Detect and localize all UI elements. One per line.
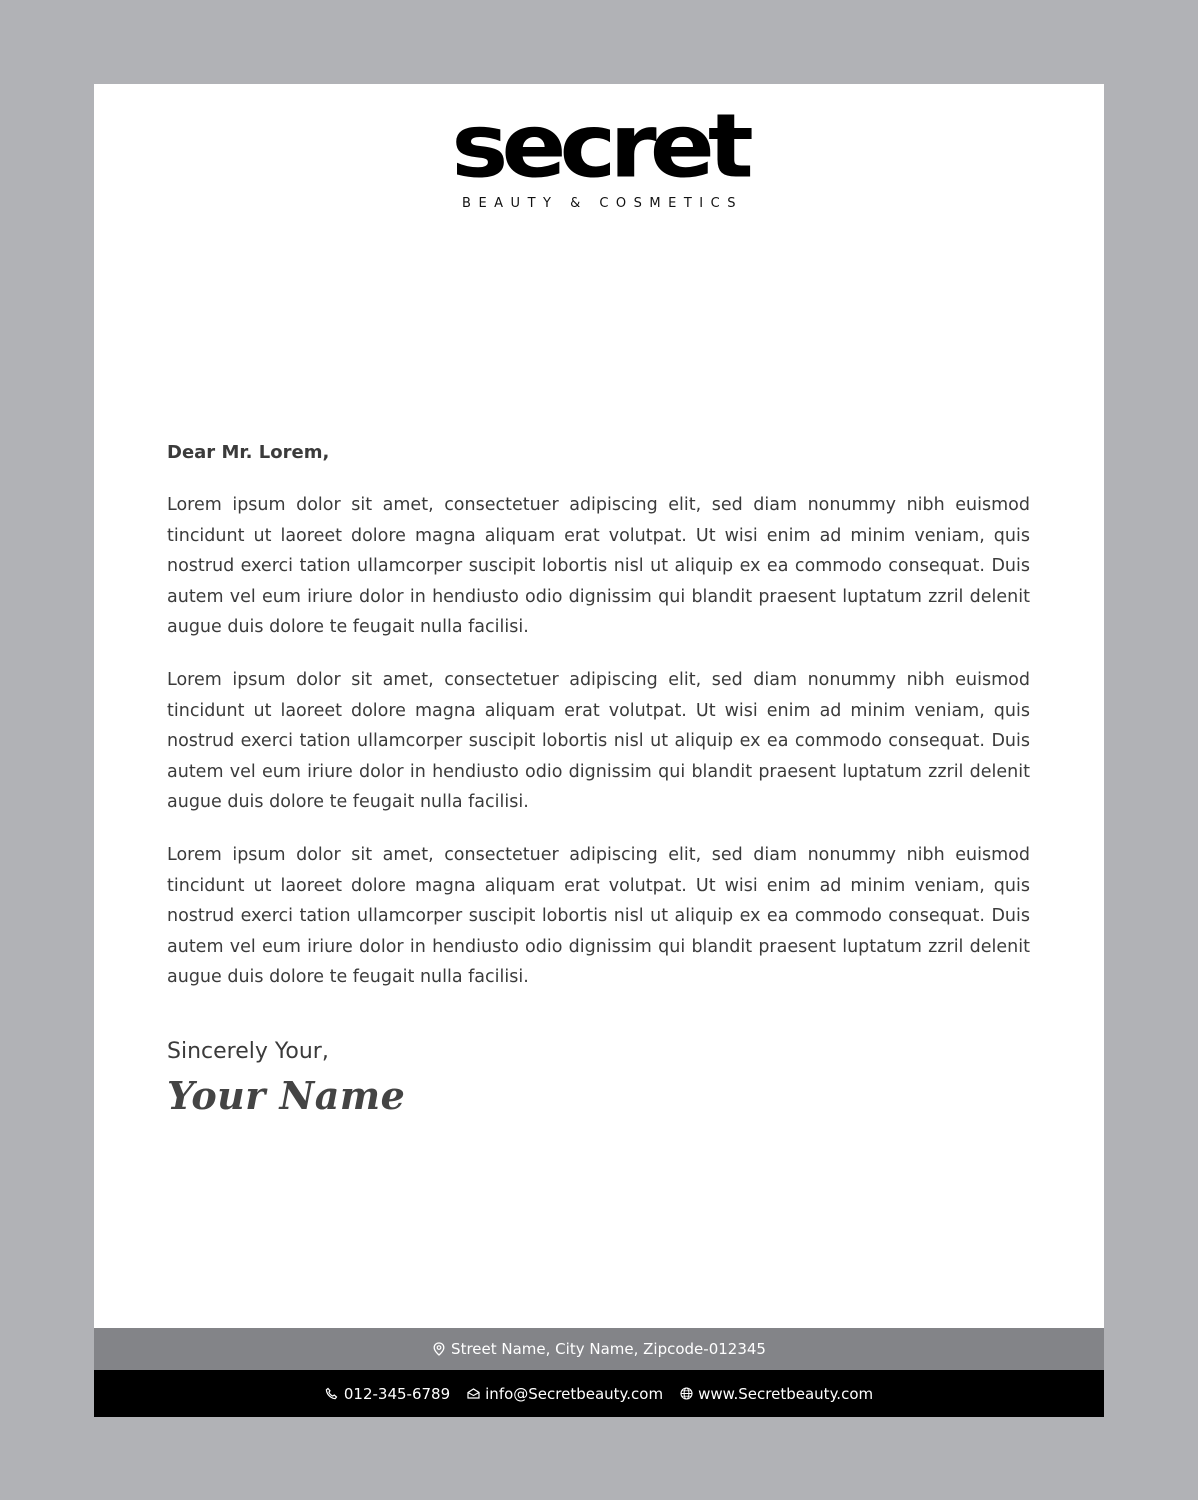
letterhead-page (94, 84, 1104, 1417)
phone (325, 1385, 450, 1403)
phone-icon (325, 1387, 339, 1401)
brand-logo (94, 94, 1104, 211)
footer-address-bar (94, 1328, 1104, 1370)
paragraph-2: Lorem ipsum dolor sit amet, consectetuer adipiscing elit, sed diam nonummy nibh euismod tincidunt ut laoreet dolore magna aliquam erat volutpat. Ut wisi enim ad minim veniam, quis nostrud exerci tation ullamcorper suscipit lobortis nisl ut aliquip ex ea commodo consequat. Duis autem vel eum iriure dolor in hendiusto odio dignissim qui blandit praesent luptatum zzril delenit augue duis dolore te feugait nulla facilisi. (167, 669, 1030, 813)
footer-contact-bar (94, 1370, 1104, 1417)
signature: Your Name (167, 1072, 406, 1118)
website-text: www.Secretbeauty.com (698, 1384, 874, 1403)
letter-body (167, 438, 1030, 1123)
closing-line: Sincerely Your, (167, 1038, 329, 1064)
logo-tagline: BEAUTY & COSMETICS (462, 196, 743, 211)
logo-wordmark: secret (451, 94, 747, 198)
address-text: Street Name, City Name, Zipcode-012345 (451, 1340, 766, 1358)
email (466, 1385, 663, 1403)
paragraph-1: Lorem ipsum dolor sit amet, consectetuer adipiscing elit, sed diam nonummy nibh euismod tincidunt ut laoreet dolore magna aliquam erat volutpat. Ut wisi enim ad minim veniam, quis nostrud exerci tation ullamcorper suscipit lobortis nisl ut aliquip ex ea commodo consequat. Duis autem vel eum iriure dolor in hendiusto odio dignissim qui blandit praesent luptatum zzril delenit augue duis dolore te feugait nulla facilisi. (167, 495, 1030, 638)
location-pin-icon (432, 1342, 446, 1356)
salutation: Dear Mr. Lorem, (167, 442, 330, 463)
address (432, 1340, 766, 1358)
globe-icon (679, 1387, 693, 1401)
email-text: info@Secretbeauty.com (485, 1384, 664, 1403)
phone-text: 012-345-6789 (343, 1384, 451, 1403)
paragraph-3: Lorem ipsum dolor sit amet, consectetuer adipiscing elit, sed diam nonummy nibh euismod tincidunt ut laoreet dolore magna aliquam erat volutpat. Ut wisi enim ad minim veniam, quis nostrud exerci tation ullamcorper suscipit lobortis nisl ut aliquip ex ea commodo consequat. Duis autem vel eum iriure dolor in hendiusto odio dignissim qui blandit praesent luptatum zzril delenit augue duis dolore te feugait nulla facilisi. (167, 844, 1030, 988)
website (679, 1385, 873, 1403)
envelope-icon (466, 1387, 480, 1401)
